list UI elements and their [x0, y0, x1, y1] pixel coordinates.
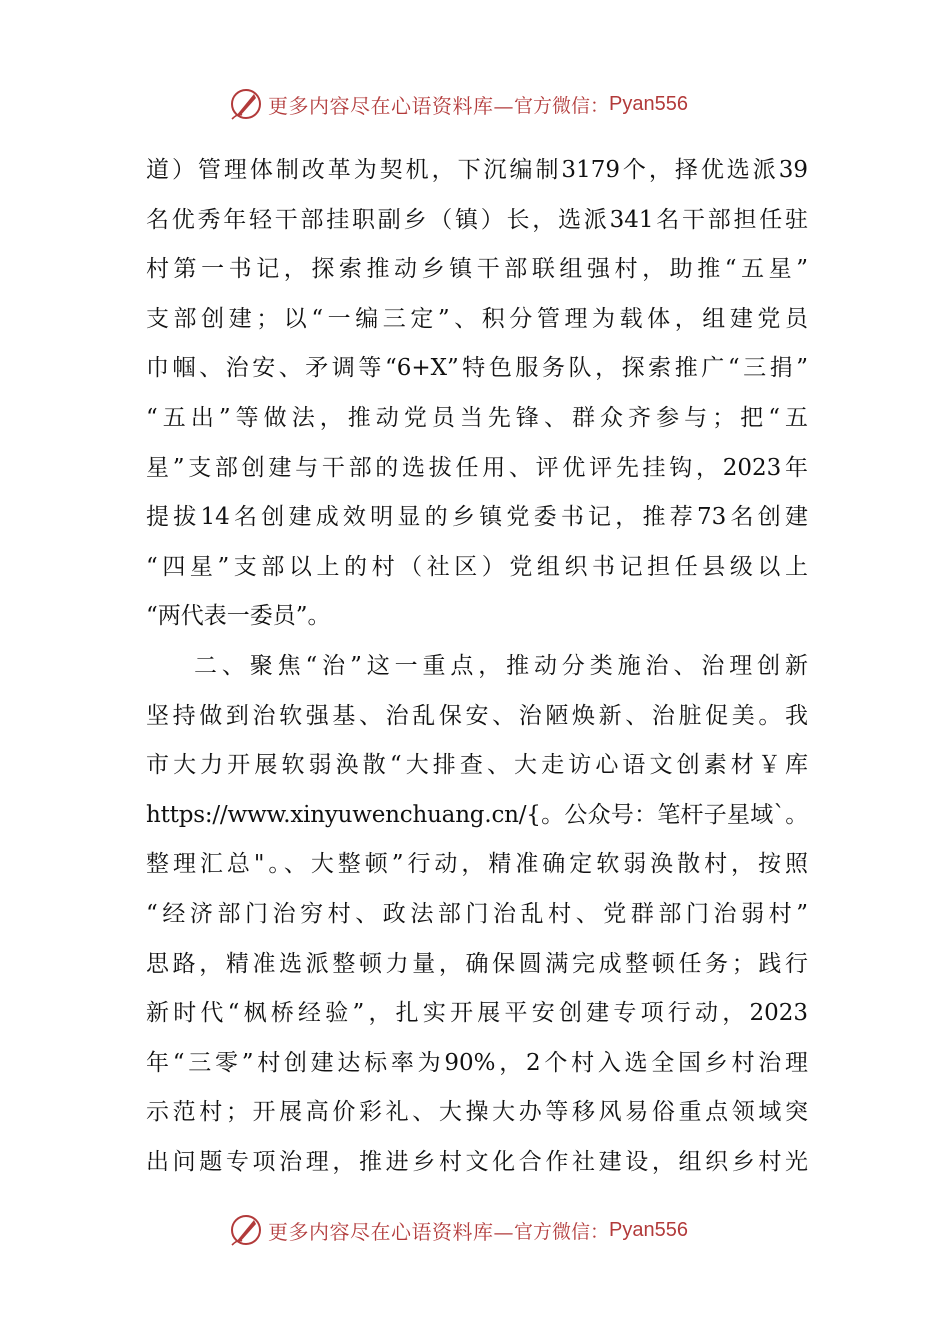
- text-line: 道）管理体制改革为契机，下沉编制3179个，择优选派39: [146, 157, 808, 183]
- text-line: 市大力开展软弱涣散“大排查、大走访心语文创素材￥库: [146, 752, 808, 779]
- text-line: “五出”等做法，推动党员当先锋、群众齐参与；把“五: [146, 404, 808, 431]
- header-wechat-label: 官方微信：: [514, 94, 610, 117]
- quill-logo-icon: [228, 86, 264, 122]
- text-line: 出问题专项治理，推进乡村文化合作社建设，组织乡村光: [146, 1148, 808, 1175]
- text-line: “经济部门治穷村、政法部门治乱村、党群部门治弱村”: [146, 900, 808, 927]
- text-line: “四星”支部以上的村（社区）党组织书记担任县级以上: [146, 553, 808, 580]
- quill-logo-icon: [228, 1212, 264, 1248]
- text-line: 支部创建；以“一编三定”、积分管理为载体，组建党员: [146, 305, 808, 332]
- header-wechat-id: Pyan556: [609, 92, 688, 115]
- section-heading-line: 二、聚焦“治”这一重点，推动分类施治、治理创新: [194, 652, 808, 679]
- footer-banner: [228, 1210, 748, 1250]
- text-line: 思路，精准选派整顿力量，确保圆满完成整顿任务；践行: [146, 950, 808, 977]
- text-line: 整理汇总"。、大整顿”行动，精准确定软弱涣散村，按照: [146, 851, 808, 878]
- text-line: 提拔14名创建成效明显的乡镇党委书记，推荐73名创建: [146, 504, 808, 531]
- text-line: 示范村；开展高价彩礼、大操大办等移风易俗重点领域突: [146, 1099, 808, 1126]
- header-slogan: 更多内容尽在心语资料库—: [268, 93, 514, 118]
- url-text-line: https://www.xinyuwenchuang.cn/{。公众号：笔杆子星域`。: [146, 801, 808, 828]
- footer-slogan: 更多内容尽在心语资料库—: [268, 1219, 514, 1244]
- text-line: 巾帼、治安、矛调等“6+X”特色服务队，探索推广“三捐”: [146, 355, 808, 382]
- footer-wechat-label: 官方微信：: [514, 1220, 610, 1243]
- text-line: 村第一书记，探索推动乡镇干部联组强村，助推“五星”: [146, 256, 808, 283]
- text-line: 坚持做到治软强基、治乱保安、治陋焕新、治脏促美。我: [146, 702, 808, 729]
- text-line: 星”支部创建与干部的选拔任用、评优评先挂钩，2023年: [146, 454, 808, 481]
- document-body: [146, 146, 808, 1187]
- text-line: 新时代“枫桥经验”，扎实开展平安创建专项行动，2023: [146, 1000, 808, 1027]
- footer-wechat-id: Pyan556: [609, 1218, 688, 1241]
- header-banner: [228, 84, 748, 124]
- text-line: 年“三零”村创建达标率为90%，2个村入选全国乡村治理: [146, 1049, 808, 1076]
- text-line: 名优秀年轻干部挂职副乡（镇）长，选派341名干部担任驻: [146, 206, 808, 233]
- paragraph-end-line: “两代表一委员”。: [146, 603, 331, 630]
